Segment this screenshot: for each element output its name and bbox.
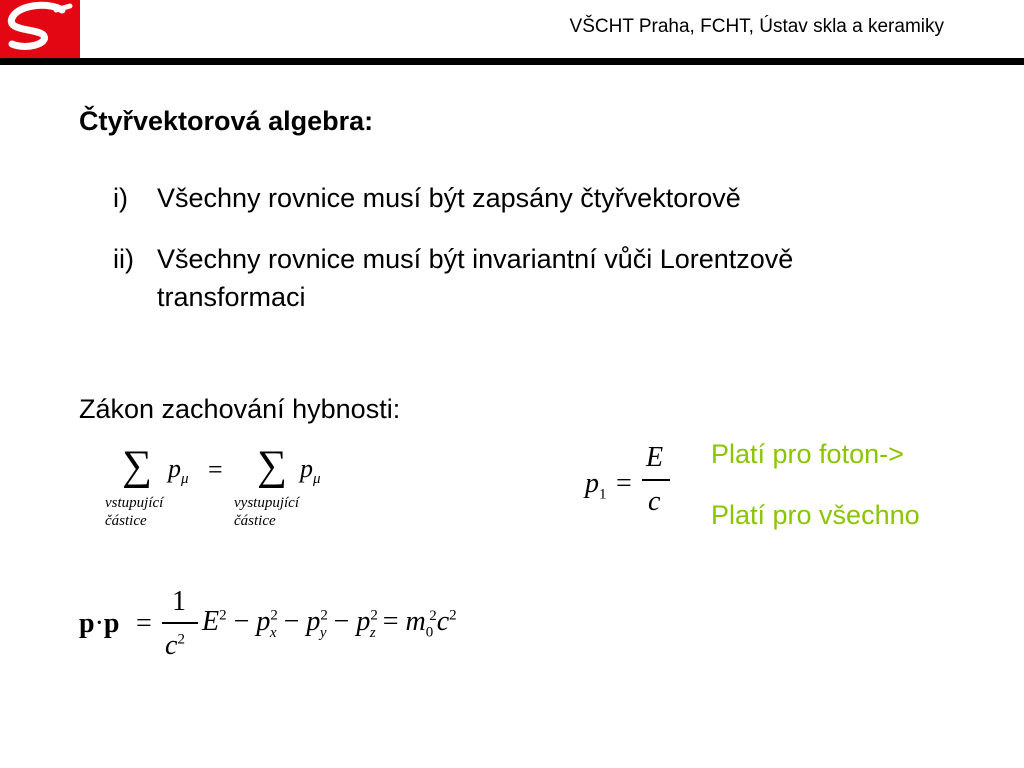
c-denominator: c [648, 486, 661, 517]
energy-numerator: E [646, 442, 664, 473]
list-item-number: ii) [113, 244, 134, 274]
section-label: Zákon zachování hybnosti: [79, 394, 401, 424]
list-item-text: Všechny rovnice musí být zapsány čtyřvektorově [157, 183, 741, 213]
fraction-bar [162, 622, 198, 624]
equals-sign: = [208, 455, 223, 484]
header-divider [0, 58, 1024, 65]
list-item-number: i) [113, 183, 128, 213]
sum-subscript-right-line1: vystupující [234, 495, 299, 511]
sum-subscript-left-line1: vstupující [105, 495, 164, 511]
sum-subscript-right-line2: částice [234, 513, 276, 529]
sum-subscript-left-line2: částice [105, 513, 147, 529]
note-general: Platí pro všechno [711, 500, 920, 530]
sum-symbol-right: ∑ [257, 443, 287, 489]
header-title: VŠCHT Praha, FCHT, Ústav skla a keramiky [569, 16, 944, 37]
equals-sign: = [136, 608, 152, 639]
list-item-text: Všechny rovnice musí být invariantní vůči Lorentzově transformaci [157, 244, 794, 312]
fraction-bar [642, 479, 670, 481]
equals-sign: = [616, 468, 632, 499]
slide-title: Čtyřvektorová algebra: [79, 106, 374, 136]
fraction-numerator: 1 [172, 586, 186, 617]
p-dot-p: p·p [79, 608, 120, 639]
invariant-terms: $E^2 - p^2_x - p^2_y - p^2_z = m_0^2c^2$ [202, 606, 457, 641]
sum-symbol-left: ∑ [122, 443, 152, 489]
vscht-logo [0, 0, 80, 58]
note-photon: Platí pro foton-> [711, 439, 904, 469]
p1-symbol: $p_1$ [585, 468, 607, 503]
momentum-symbol-left: $p_\mu$ [168, 454, 189, 488]
fraction-denominator: $c^2$ [165, 630, 185, 661]
momentum-symbol-right: $p_\mu$ [300, 454, 321, 488]
